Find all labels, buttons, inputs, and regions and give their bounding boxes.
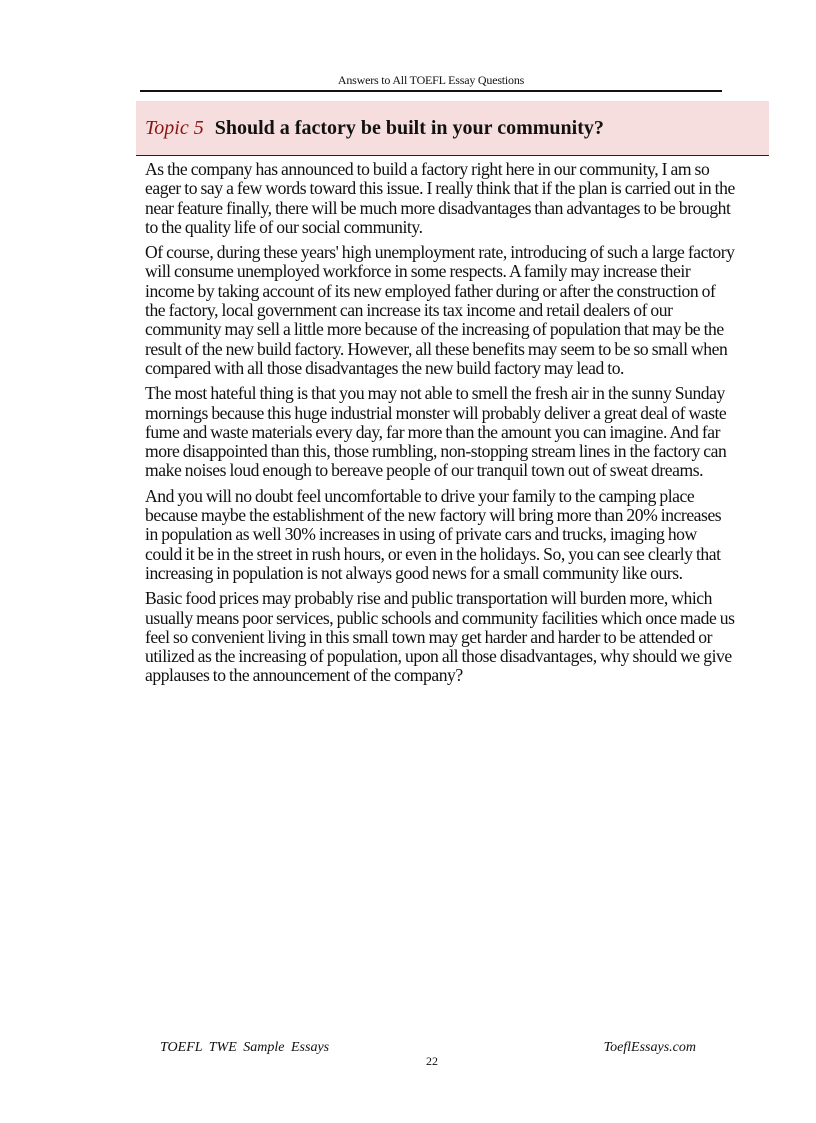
essay-paragraph-2: Of course, during these years' high unemployment rate, introducing of such a large factory will consume unemployed workforce in some respects. A family may increase their income by taking account of its new employed father during or after the construction of the factory, local government can increase its tax income and retail dealers of our community may sell a little more because of the increasing of population that may be the result of the new build factory. However, all these benefits may seem to be so small when compared with all those disadvantages the new build factory may lead to. xyxy=(145,242,735,378)
essay-paragraph-1: As the company has announced to build a factory right here in our community, I am so eager to say a few words toward this issue. I really think that if the plan is carried out in the near feature finally, there will be much more disadvantages than advantages to be brought to the quality life of our social community. xyxy=(145,159,735,237)
topic-heading xyxy=(145,115,604,141)
essay-paragraph-5: Basic food prices may probably rise and public transportation will burden more, which usually means poor services, public schools and community facilities which once made us feel so convenient living in this small town may get harder and harder to be attended or utilized as the increasing of population, upon all those disadvantages, why should we give applauses to the announcement of the company? xyxy=(145,588,735,686)
page-number: 22 xyxy=(426,1054,438,1068)
footer-right-site: ToeflEssays.com xyxy=(603,1040,696,1055)
topic-banner xyxy=(136,101,769,156)
running-header: Answers to All TOEFL Essay Questions xyxy=(337,73,525,87)
header-rule xyxy=(140,90,722,92)
essay-body xyxy=(145,160,735,692)
footer-left-title: TOEFL TWE Sample Essays xyxy=(160,1040,330,1055)
essay-paragraph-3: The most hateful thing is that you may not able to smell the fresh air in the sunny Sunday mornings because this huge industrial monster will probably deliver a great deal of waste fume and waste materials every day, far more than the amount you can imagine. And far more disappointed than this, those rumbling, non-stopping stream lines in the factory can make noises loud enough to bereave people of our tranquil town out of sweat dreams. xyxy=(145,383,727,481)
essay-paragraph-4: And you will no doubt feel uncomfortable to drive your family to the camping place because maybe the establishment of the new factory will bring more than 20% increases in population as well 30% increases in using of private cars and trucks, imaging how could it be in the street in rush hours, or even in the holidays. So, you can see clearly that increasing in population is not always good news for a small community like ours. xyxy=(145,485,722,583)
topic-title: Should a factory be built in your community? xyxy=(214,117,604,139)
topic-label: Topic 5 xyxy=(145,117,204,139)
